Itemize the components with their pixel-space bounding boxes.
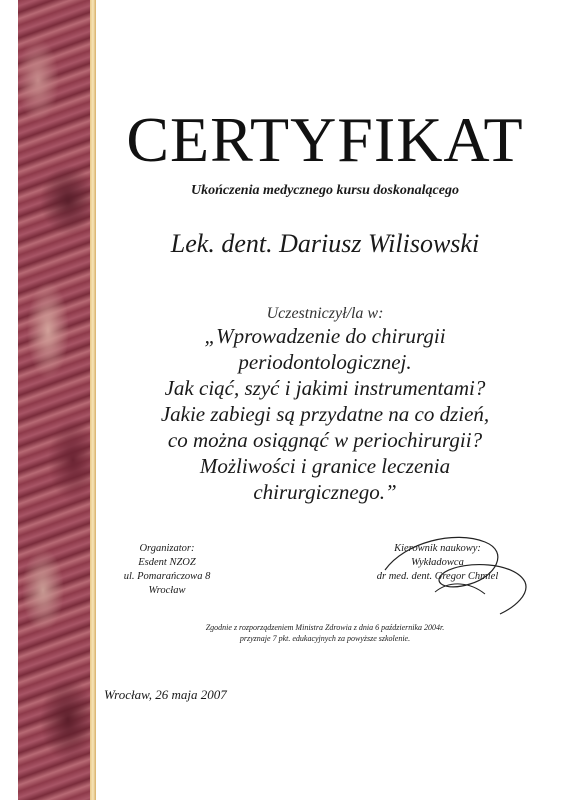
organizer-name: Esdent NZOZ — [138, 557, 196, 568]
note-line: Zgodnie z rozporządzeniem Ministra Zdrowia z dnia 6 października 2004r. — [205, 623, 445, 632]
handwritten-signature — [375, 522, 550, 622]
supervisor-role: Wykładowca — [411, 557, 464, 568]
organizer-city: Wrocław — [148, 585, 186, 596]
course-line: periodontologicznej. — [238, 350, 412, 374]
supervisor-name: dr med. dent. Gregor Chmiel — [376, 571, 499, 582]
organizer-block — [102, 542, 232, 598]
supervisor-label: Kierownik naukowy: — [394, 543, 481, 554]
organizer-label: Organizator: — [139, 543, 195, 554]
accreditation-note — [110, 622, 540, 644]
note-line: przyznaje 7 pkt. edukacyjnych za powyższe szkolenie. — [239, 634, 411, 643]
gold-trim — [90, 0, 96, 800]
marble-border — [18, 0, 90, 800]
course-line: Jak ciąć, szyć i jakimi instrumentami? — [164, 376, 486, 400]
course-line: Możliwości i granice leczenia — [199, 454, 451, 478]
participated-label: Uczestniczył/la w: — [266, 305, 384, 322]
certificate-title: CERTYFIKAT — [126, 104, 524, 175]
place-date: Wrocław, 26 maja 2007 — [104, 687, 227, 702]
course-title — [110, 323, 540, 505]
recipient-name: Lek. dent. Dariusz Wilisowski — [170, 229, 480, 258]
organizer-street: ul. Pomarańczowa 8 — [123, 571, 211, 582]
course-line: „Wprowadzenie do chirurgii — [204, 324, 446, 348]
course-line: chirurgicznego.” — [253, 480, 397, 504]
course-line: Jakie zabiegi są przydatne na co dzień, — [160, 402, 490, 426]
course-line: co można osiągnąć w periochirurgii? — [167, 428, 483, 452]
certificate-subtitle: Ukończenia medycznego kursu doskonalącego — [191, 183, 459, 198]
